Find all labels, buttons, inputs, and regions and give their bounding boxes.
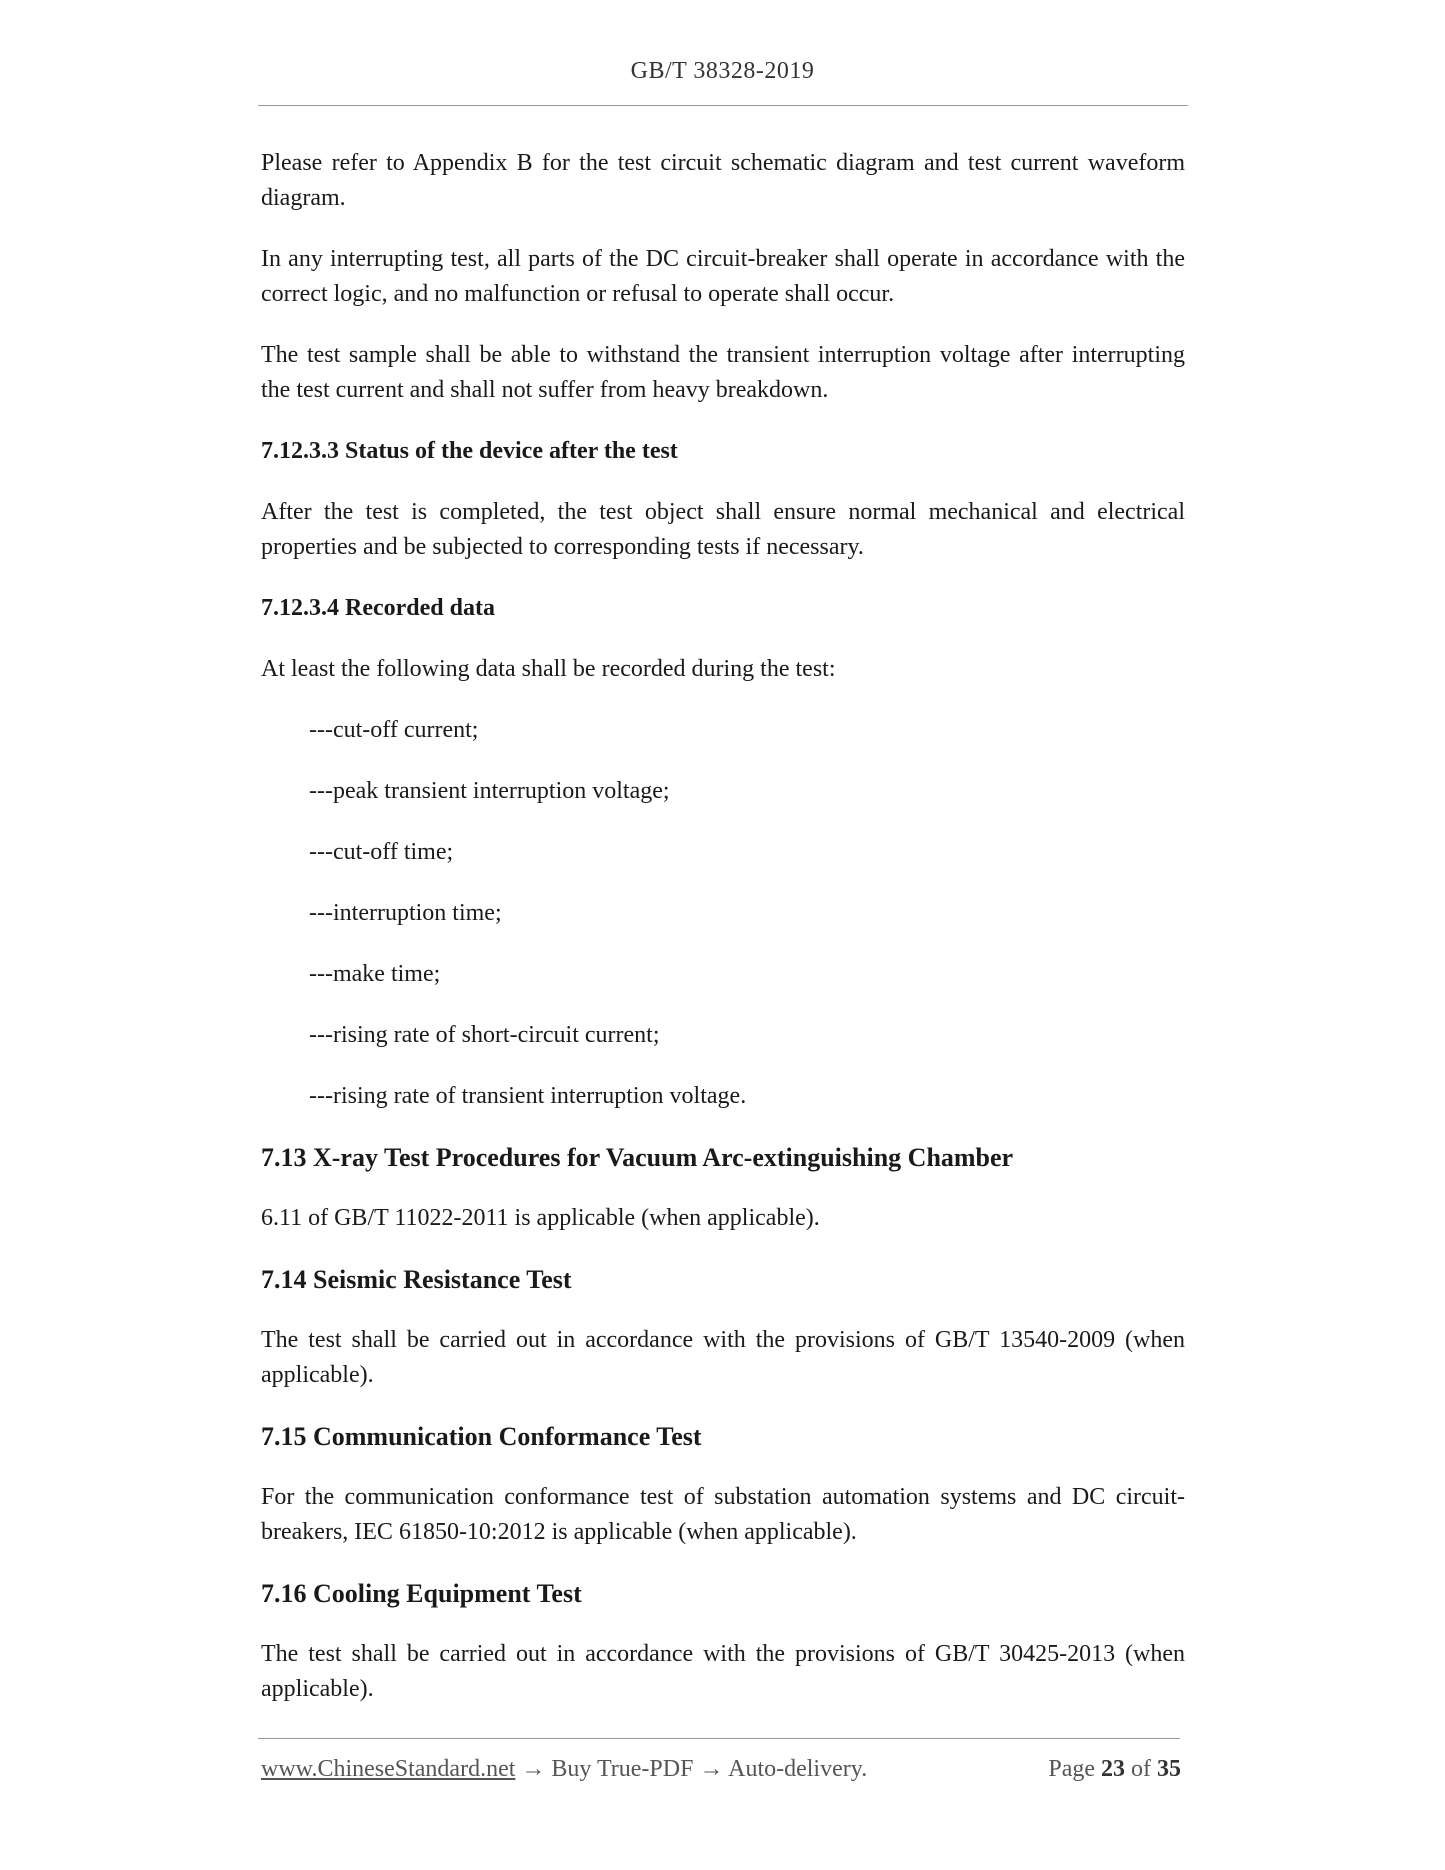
paragraph-recorded-data-intro: At least the following data shall be recorded during the test:: [261, 656, 836, 682]
header-divider: [258, 105, 1188, 106]
paragraph-7-15: For the communication conformance test of substation automation systems and DC circuit-breakers, IEC 61850-10:2012 is applicable (when applicable).: [261, 1484, 1185, 1545]
list-item: ---make time;: [309, 961, 441, 987]
list-item: ---cut-off time;: [309, 839, 454, 865]
page-footer: [261, 1756, 1181, 1792]
paragraph-7-14: The test shall be carried out in accordance with the provisions of GB/T 13540-2009 (when applicable).: [261, 1327, 1185, 1388]
website-link[interactable]: www.ChineseStandard.net: [261, 1756, 516, 1782]
heading-7-15: 7.15 Communication Conformance Test: [261, 1422, 702, 1451]
page-current: 23: [1101, 1756, 1125, 1782]
page-number: [1048, 1756, 1181, 1783]
footer-tagline: → Buy True-PDF → Auto-delivery.: [515, 1756, 868, 1782]
paragraph-interrupting-logic: In any interrupting test, all parts of the DC circuit-breaker shall operate in accordance with the correct logic, and no malfunction or refusal to operate shall occur.: [261, 246, 1185, 307]
heading-7-12-3-3: 7.12.3.3 Status of the device after the test: [261, 438, 678, 464]
list-item: ---interruption time;: [309, 900, 502, 926]
heading-7-16: 7.16 Cooling Equipment Test: [261, 1579, 582, 1608]
running-header: GB/T 38328-2019: [630, 58, 815, 84]
list-item: ---rising rate of short-circuit current;: [309, 1022, 660, 1048]
paragraph-7-13: 6.11 of GB/T 11022-2011 is applicable (when applicable).: [261, 1205, 820, 1231]
heading-7-14: 7.14 Seismic Resistance Test: [261, 1265, 572, 1294]
recorded-data-list: [261, 713, 1185, 1114]
paragraph-appendix-reference: Please refer to Appendix B for the test circuit schematic diagram and test current waveform diagram.: [261, 150, 1185, 211]
page-of: of: [1131, 1756, 1151, 1782]
list-item: ---rising rate of transient interruption voltage.: [309, 1083, 747, 1109]
paragraph-7-16: The test shall be carried out in accordance with the provisions of GB/T 30425-2013 (when applicable).: [261, 1641, 1185, 1702]
list-item: ---peak transient interruption voltage;: [309, 778, 670, 804]
paragraph-transient-voltage: The test sample shall be able to withstand the transient interruption voltage after interrupting the test current and shall not suffer from heavy breakdown.: [261, 342, 1185, 403]
paragraph-device-status: After the test is completed, the test object shall ensure normal mechanical and electrical properties and be subjected to corresponding tests if necessary.: [261, 499, 1185, 560]
heading-7-13: 7.13 X-ray Test Procedures for Vacuum Arc-extinguishing Chamber: [261, 1143, 1014, 1172]
footer-promo: [261, 1756, 867, 1783]
list-item: ---cut-off current;: [309, 717, 479, 743]
footer-divider: [258, 1738, 1180, 1739]
page-total: 35: [1157, 1756, 1181, 1782]
page-label: Page: [1048, 1756, 1095, 1782]
heading-7-12-3-4: 7.12.3.4 Recorded data: [261, 595, 495, 621]
page-content: [261, 146, 1185, 1733]
